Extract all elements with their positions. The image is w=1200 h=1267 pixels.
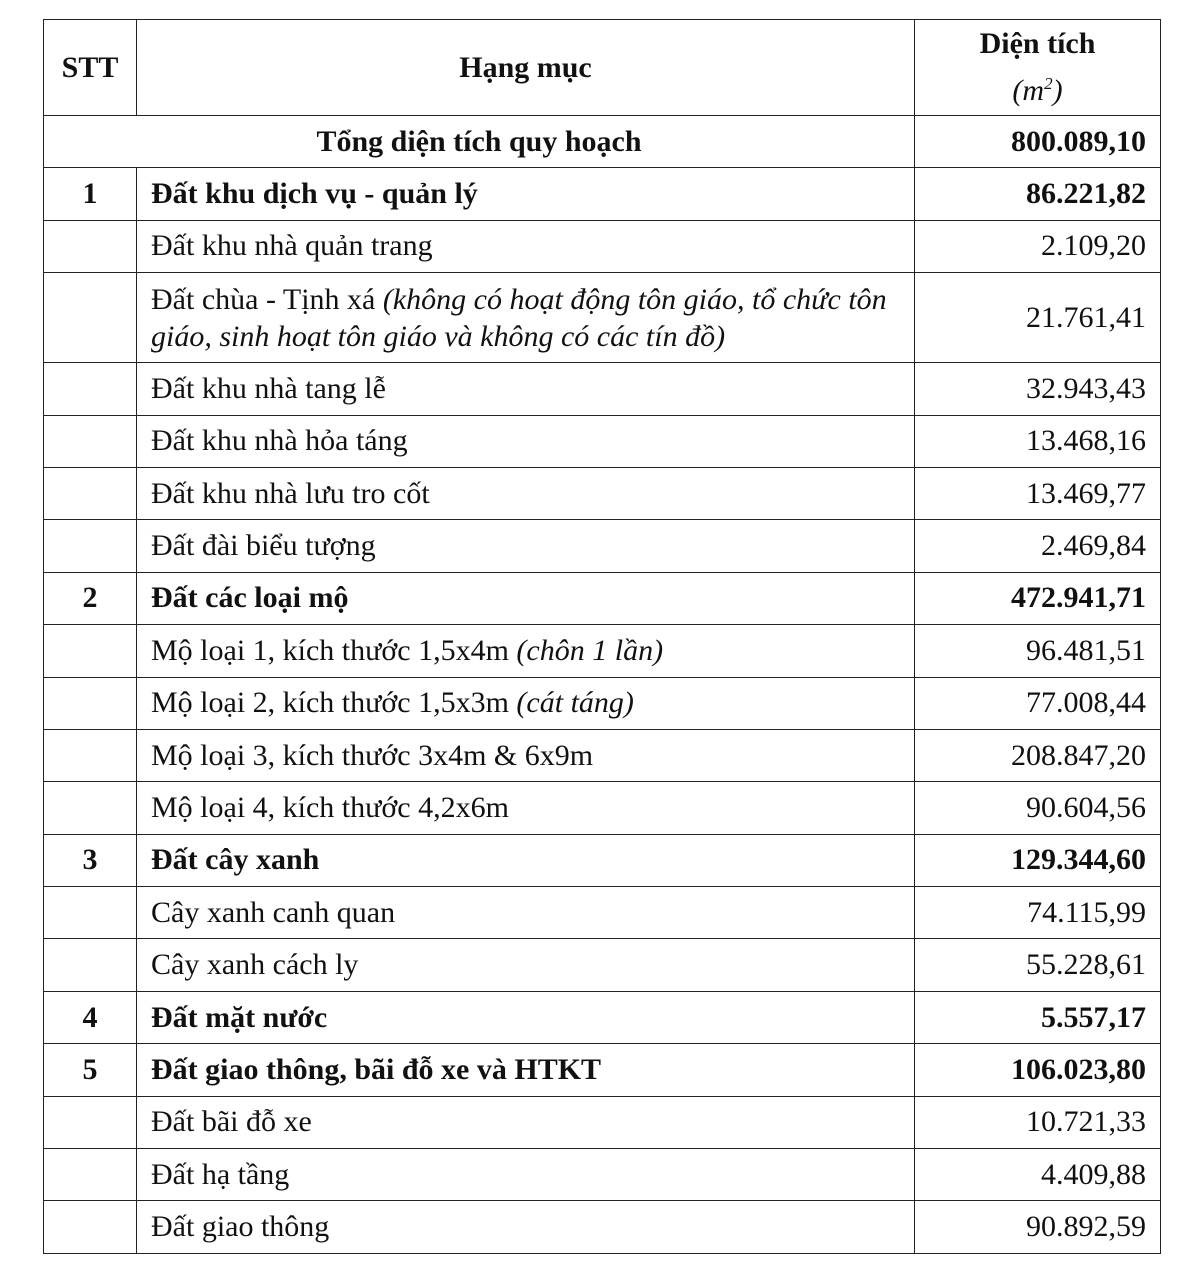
item-name: Cây xanh cách ly [151, 948, 359, 982]
item-name-cell [137, 1096, 915, 1148]
land-use-table [43, 19, 1161, 1254]
item-name: Mộ loại 1, kích thước 1,5x4m [151, 633, 509, 667]
item-value: 74.115,99 [915, 887, 1161, 939]
item-stt [44, 1201, 137, 1253]
item-name: Đất giao thông [151, 1210, 330, 1244]
group-row [44, 991, 1161, 1043]
item-value: 13.469,77 [915, 467, 1161, 519]
item-value: 96.481,51 [915, 625, 1161, 677]
item-stt [44, 415, 137, 467]
item-value: 208.847,20 [915, 729, 1161, 781]
item-name: Đất đài biểu tượng [151, 529, 376, 563]
item-row [44, 677, 1161, 729]
item-row [44, 415, 1161, 467]
item-name-cell [137, 729, 915, 781]
item-stt [44, 677, 137, 729]
item-value: 90.892,59 [915, 1201, 1161, 1253]
group-stt: 4 [44, 991, 137, 1043]
total-value: 800.089,10 [915, 116, 1161, 168]
item-name: Đất hạ tầng [151, 1157, 290, 1191]
item-row [44, 887, 1161, 939]
item-value: 13.468,16 [915, 415, 1161, 467]
item-row [44, 273, 1161, 363]
header-stt: STT [44, 20, 137, 116]
item-name-cell [137, 1149, 915, 1201]
item-name: Đất khu nhà lưu tro cốt [151, 476, 430, 510]
item-row [44, 1096, 1161, 1148]
group-row [44, 572, 1161, 624]
item-stt [44, 1149, 137, 1201]
item-name-cell [137, 220, 915, 272]
group-stt: 3 [44, 834, 137, 886]
item-name-cell [137, 1201, 915, 1253]
unit-close: ) [1052, 74, 1063, 107]
item-name-cell [137, 677, 915, 729]
item-name-cell [137, 363, 915, 415]
item-row [44, 467, 1161, 519]
item-value: 21.761,41 [915, 273, 1161, 363]
item-name-cell [137, 887, 915, 939]
unit-open: (m [1012, 74, 1045, 107]
item-value: 77.008,44 [915, 677, 1161, 729]
group-name: Đất mặt nước [137, 991, 915, 1043]
item-name: Đất chùa - Tịnh xá [151, 282, 376, 316]
item-row [44, 625, 1161, 677]
item-name: Mộ loại 2, kích thước 1,5x3m [151, 686, 509, 720]
header-area-unit [929, 64, 1146, 111]
item-value: 90.604,56 [915, 782, 1161, 834]
item-value: 2.109,20 [915, 220, 1161, 272]
group-stt: 1 [44, 168, 137, 220]
item-name: Đất khu nhà hỏa táng [151, 424, 408, 458]
item-name: Đất khu nhà quản trang [151, 229, 433, 263]
item-row [44, 782, 1161, 834]
item-name: Đất khu nhà tang lễ [151, 371, 386, 405]
total-row [44, 116, 1161, 168]
item-name: Cây xanh canh quan [151, 895, 396, 929]
item-stt [44, 273, 137, 363]
item-name: Đất bãi đỗ xe [151, 1105, 312, 1139]
group-value: 86.221,82 [915, 168, 1161, 220]
item-stt [44, 220, 137, 272]
item-note: (chôn 1 lần) [516, 633, 664, 667]
group-value: 129.344,60 [915, 834, 1161, 886]
group-row [44, 834, 1161, 886]
group-name: Đất giao thông, bãi đỗ xe và HTKT [137, 1044, 915, 1096]
item-stt [44, 782, 137, 834]
group-stt: 2 [44, 572, 137, 624]
item-name-cell [137, 520, 915, 572]
header-area [915, 20, 1161, 116]
item-name-cell [137, 782, 915, 834]
item-row [44, 220, 1161, 272]
table-body [44, 116, 1161, 1254]
item-stt [44, 467, 137, 519]
item-value: 4.409,88 [915, 1149, 1161, 1201]
item-row [44, 1149, 1161, 1201]
item-name: Mộ loại 4, kích thước 4,2x6m [151, 790, 509, 824]
item-name-cell [137, 273, 915, 363]
total-label: Tổng diện tích quy hoạch [44, 116, 915, 168]
item-name-cell [137, 415, 915, 467]
header-area-label: Diện tích [979, 27, 1096, 60]
item-name-cell [137, 625, 915, 677]
item-stt [44, 363, 137, 415]
item-row [44, 1201, 1161, 1253]
item-value: 32.943,43 [915, 363, 1161, 415]
group-value: 5.557,17 [915, 991, 1161, 1043]
unit-sup: 2 [1044, 74, 1053, 93]
group-value: 106.023,80 [915, 1044, 1161, 1096]
group-row [44, 168, 1161, 220]
group-value: 472.941,71 [915, 572, 1161, 624]
item-note: (cát táng) [516, 686, 634, 720]
item-note: (không có hoạt động tôn giáo, tổ chức tôn giáo, sinh hoạt tôn giáo và không có các tín đồ) [151, 282, 887, 353]
group-row [44, 1044, 1161, 1096]
item-stt [44, 729, 137, 781]
item-stt [44, 520, 137, 572]
item-value: 2.469,84 [915, 520, 1161, 572]
item-row [44, 729, 1161, 781]
item-value: 10.721,33 [915, 1096, 1161, 1148]
item-stt [44, 625, 137, 677]
item-name-cell [137, 467, 915, 519]
item-name-cell [137, 939, 915, 991]
item-row [44, 520, 1161, 572]
item-value: 55.228,61 [915, 939, 1161, 991]
group-name: Đất khu dịch vụ - quản lý [137, 168, 915, 220]
item-stt [44, 887, 137, 939]
group-name: Đất cây xanh [137, 834, 915, 886]
group-name: Đất các loại mộ [137, 572, 915, 624]
item-stt [44, 939, 137, 991]
item-row [44, 363, 1161, 415]
item-stt [44, 1096, 137, 1148]
group-stt: 5 [44, 1044, 137, 1096]
table-header-row [44, 20, 1161, 116]
item-name: Mộ loại 3, kích thước 3x4m & 6x9m [151, 738, 594, 772]
item-row [44, 939, 1161, 991]
header-item: Hạng mục [137, 20, 915, 116]
